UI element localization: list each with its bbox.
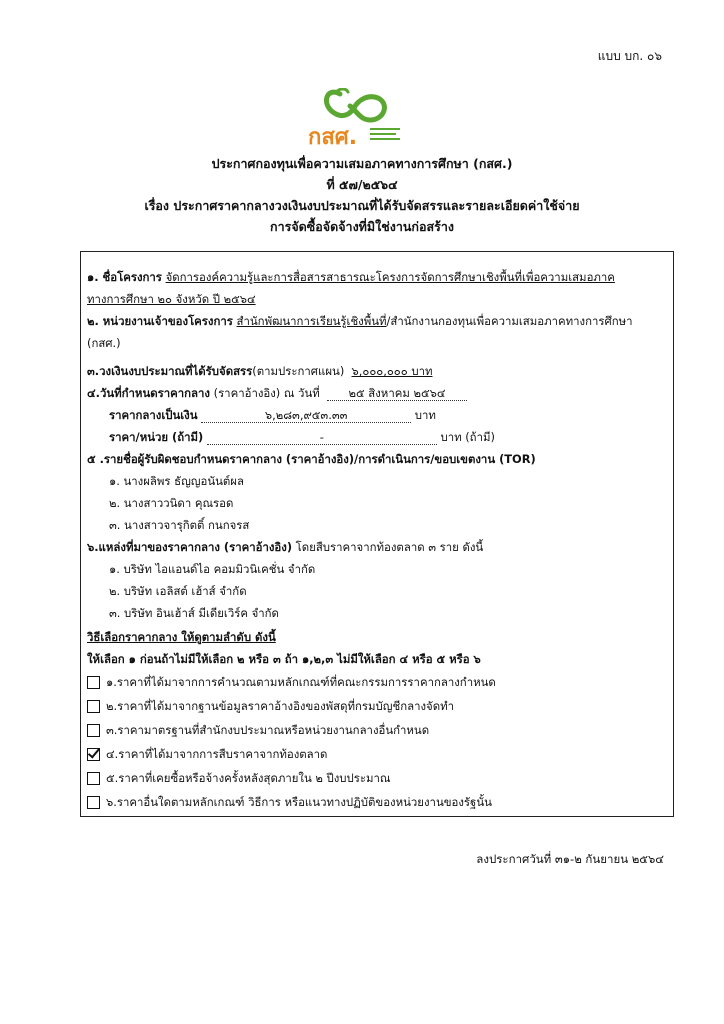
method-option-1-checkbox[interactable] [87,676,100,689]
heading-line-4: การจัดซื้อจัดจ้างที่มิใช่งานก่อสร้าง [270,219,454,234]
method-instruction: ให้เลือก ๑ ก่อนถ้าไม่มีให้เลือก ๒ หรือ ๓ ถ้า ๑,๒,๓ ไม่มีให้เลือก ๔ หรือ ๕ หรือ ๖ [87,652,481,666]
owner-agency-label: ๒. หน่วยงานเจ้าของโครงการ [87,314,233,328]
source-company-3: ๓. บริษัท อินเฮ้าส์ มีเดียเวิร์ค จำกัด [109,606,279,620]
budget-row [87,360,651,382]
method-option-2-checkbox[interactable] [87,700,100,713]
method-option-1-label: ๑.ราคาที่ได้มาจากการคำนวณตามหลักเกณฑ์ที่คณะกรรมการราคากลางกำหนด [106,675,496,689]
source-company-2: ๒. บริษัท เอลิสต์ เฮ้าส์ จำกัด [109,584,247,598]
unit-price-suffix: บาท (ถ้ามี) [440,430,495,444]
method-title: วิธีเลือกราคากลาง ให้ดูตามลำดับ ดังนี้ [87,630,276,644]
logo-graphic-icon [306,88,402,154]
heading-line-1: ประกาศกองทุนเพื่อความเสมอภาคทางการศึกษา (กสศ.) [211,156,513,171]
responsible-persons-heading: ๕ .รายชื่อผู้รับผิดชอบกำหนดราคากลาง (ราคาอ้างอิง)/การดำเนินการ/ขอบเขตงาน (TOR) [87,452,536,466]
owner-agency-value: สำนักพัฒนาการเรียนรู้เชิงพื้นที่ [236,314,387,328]
form-code: แบบ บก. ๐๖ [597,49,662,63]
unit-price-row [87,426,651,448]
budget-note: (ตามประกาศแผน) [252,364,345,378]
responsible-person-2: ๒. นางสาววนิดา คุณรอด [109,496,234,510]
heading-line-2: ที่ ๕๗/๒๕๖๔ [326,177,398,192]
method-option-5-label: ๕.ราคาที่เคยซื้อหรือจ้างครั้งหลังสุดภายใน ๒ ปีงบประมาณ [106,771,391,785]
price-date-note: (ราคาอ้างอิง) ณ วันที่ [213,386,320,400]
method-option-2 [87,694,651,718]
organization-logo [306,88,402,154]
method-option-5 [87,766,651,790]
price-date-value: ๒๕ สิงหาคม ๒๕๖๔ [327,386,467,401]
price-date-row [87,382,651,404]
project-name-label: ๑. ชื่อโครงการ [87,270,162,284]
responsible-person-3: ๓. นางสาวจารุกิตติ์ กนกจรส [109,518,250,532]
method-option-3-checkbox[interactable] [87,724,100,737]
price-source-label: ๖.แหล่งที่มาของราคากลาง (ราคาอ้างอิง) [87,540,293,554]
median-price-label: ราคากลางเป็นเงิน [109,408,198,422]
signed-date: ลงประกาศวันที่ ๓๑-๒ กันยายน ๒๕๖๔ [476,852,664,866]
project-name-row [87,266,651,310]
price-source-row [87,536,651,558]
owner-agency-row [87,310,651,354]
median-price-unit: บาท [414,408,436,422]
budget-amount: ๖,๐๐๐,๐๐๐ บาท [351,364,433,378]
unit-price-label: ราคา/หน่วย (ถ้ามี) [109,430,204,444]
method-option-5-checkbox[interactable] [87,772,100,785]
unit-price-value: - [207,430,437,445]
price-date-label: ๔.วันที่กำหนดราคากลาง [87,386,210,400]
owner-agency-rest: /สำนักงานกองทุนเพื่อความเสมอภาคทางการศึกษา (กสศ.) [87,314,633,350]
method-option-6-label: ๖.ราคาอื่นใดตามหลักเกณฑ์ วิธีการ หรือแนวทางปฏิบัติของหน่วยงานของรัฐนั้น [106,795,492,809]
method-option-3 [87,718,651,742]
budget-label: ๓.วงเงินงบประมาณที่ได้รับจัดสรร [87,364,253,378]
source-company-1: ๑. บริษัท ไอแอนด์ไอ คอมมิวนิเคชั่น จำกัด [109,562,316,576]
project-name-value: จัดการองค์ความรู้และการสื่อสารสาธารณะโครงการจัดการศึกษาเชิงพื้นที่เพื่อความเสมอภาคทางการศึกษา ๒๐ จังหวัด ปี ๒๕๖๔ [87,270,615,306]
method-option-4-checkbox[interactable] [87,748,100,761]
logo-text: กสศ. [308,125,358,150]
median-price-value: ๖,๒๘๓,๙๕๓.๓๓ [201,408,411,423]
method-option-3-label: ๓.ราคามาตรฐานที่สำนักงบประมาณหรือหน่วยงานกลางอื่นกำหนด [106,723,430,737]
method-option-4 [87,742,651,766]
price-source-note: โดยสืบราคาจากท้องตลาด ๓ ราย ดังนี้ [295,540,484,554]
announcement-heading [0,153,724,237]
heading-line-3: เรื่อง ประกาศราคากลางวงเงินงบประมาณที่ได้รับจัดสรรและรายละเอียดค่าใช้จ่าย [144,198,580,213]
details-box [80,251,674,817]
median-price-row [87,404,651,426]
method-option-6 [87,790,651,814]
method-option-1 [87,670,651,694]
responsible-person-1: ๑. นางผลิพร ธัญญอนันต์ผล [109,474,244,488]
method-option-6-checkbox[interactable] [87,796,100,809]
method-option-2-label: ๒.ราคาที่ได้มาจากฐานข้อมูลราคาอ้างอิงของพัสดุที่กรมบัญชีกลางจัดทำ [106,699,455,713]
method-option-4-label: ๔.ราคาที่ได้มาจากการสืบราคาจากท้องตลาด [106,747,328,761]
